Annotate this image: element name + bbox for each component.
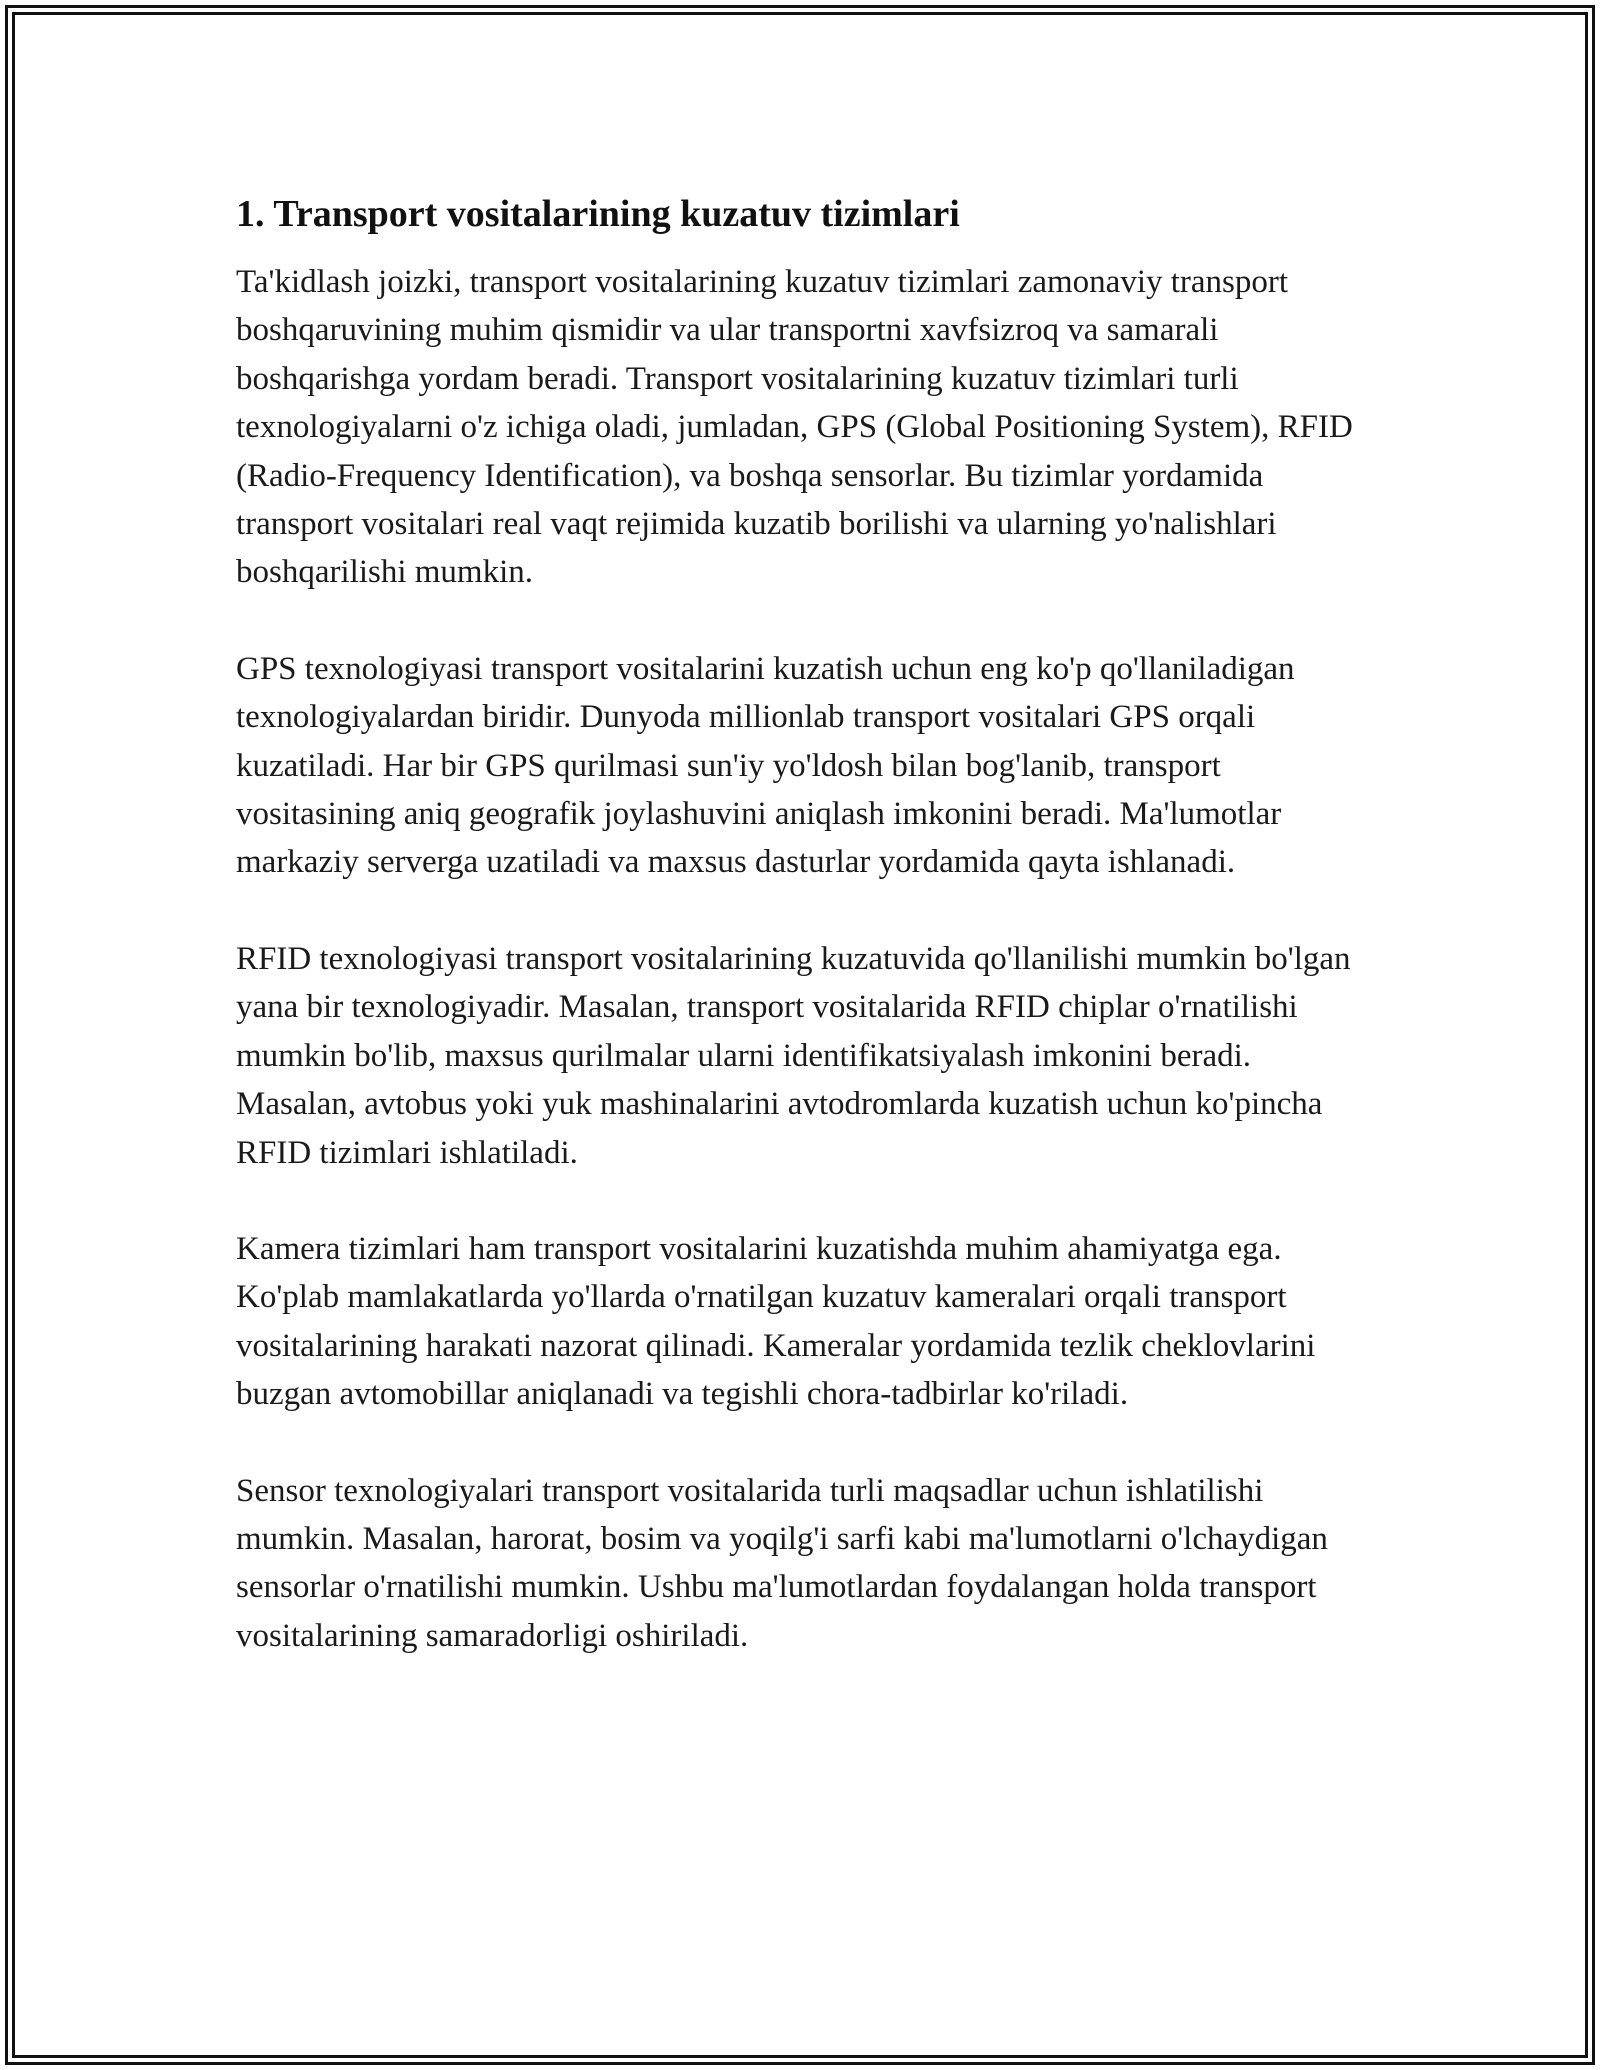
paragraph-sensor: Sensor texnologiyalari transport vositalarida turli maqsadlar uchun ishlatilishi mumkin. Masalan, harorat, bosim va yoqilg'i sarfi kabi ma'lumotlarni o'lchaydigan sensorlar o'rnatilishi mumkin. Ushbu ma'lumotlardan foydalangan holda transport vositalarining samaradorligi oshiriladi. bbox=[236, 1472, 1328, 1654]
paragraph-intro: Ta'kidlash joizki, transport vositalarining kuzatuv tizimlari zamonaviy transport boshqaruvining muhim qismidir va ular transportni xavfsizroq va samarali boshqarishga yordam beradi. Transport vositalarining kuzatuv tizimlari turli texnologiyalarni o'z ichiga oladi, jumladan, GPS (Global Positioning System), RFID (Radio-Frequency Identification), va boshqa sensorlar. Bu tizimlar yordamida transport vositalari real vaqt rejimida kuzatib borilishi va ularning yo'nalishlari boshqarilishi mumkin. bbox=[236, 264, 1353, 591]
section-heading: 1. Transport vositalarining kuzatuv tizimlari bbox=[236, 193, 960, 235]
paragraph-rfid: RFID texnologiyasi transport vositalarining kuzatuvida qo'llanilishi mumkin bo'lgan yana bir texnologiyadir. Masalan, transport vositalarida RFID chiplar o'rnatilishi mumkin bo'lib, maxsus qurilmalar ularni identifikatsiyalash imkonini beradi. Masalan, avtobus yoki yuk mashinalarini avtodromlarda kuzatish uchun ko'pincha RFID tizimlari ishlatiladi. bbox=[236, 940, 1351, 1171]
paragraph-camera: Kamera tizimlari ham transport vositalarini kuzatishda muhim ahamiyatga ega. Ko'plab mamlakatlarda yo'llarda o'rnatilgan kuzatuv kameralari orqali transport vositalarining harakati nazorat qilinadi. Kameralar yordamida tezlik cheklovlarini buzgan avtomobillar aniqlanadi va tegishli chora-tadbirlar ko'riladi. bbox=[236, 1230, 1316, 1413]
document-body bbox=[236, 188, 1366, 1660]
paragraph-gps: GPS texnologiyasi transport vositalarini kuzatish uchun eng ko'p qo'llaniladigan texnologiyalardan biridir. Dunyoda millionlab transport vositalari GPS orqali kuzatiladi. Har bir GPS qurilmasi sun'iy yo'ldosh bilan bog'lanib, transport vositasining aniq geografik joylashuvini aniqlash imkonini beradi. Ma'lumotlar markaziy serverga uzatiladi va maxsus dasturlar yordamida qayta ishlanadi. bbox=[236, 650, 1295, 881]
